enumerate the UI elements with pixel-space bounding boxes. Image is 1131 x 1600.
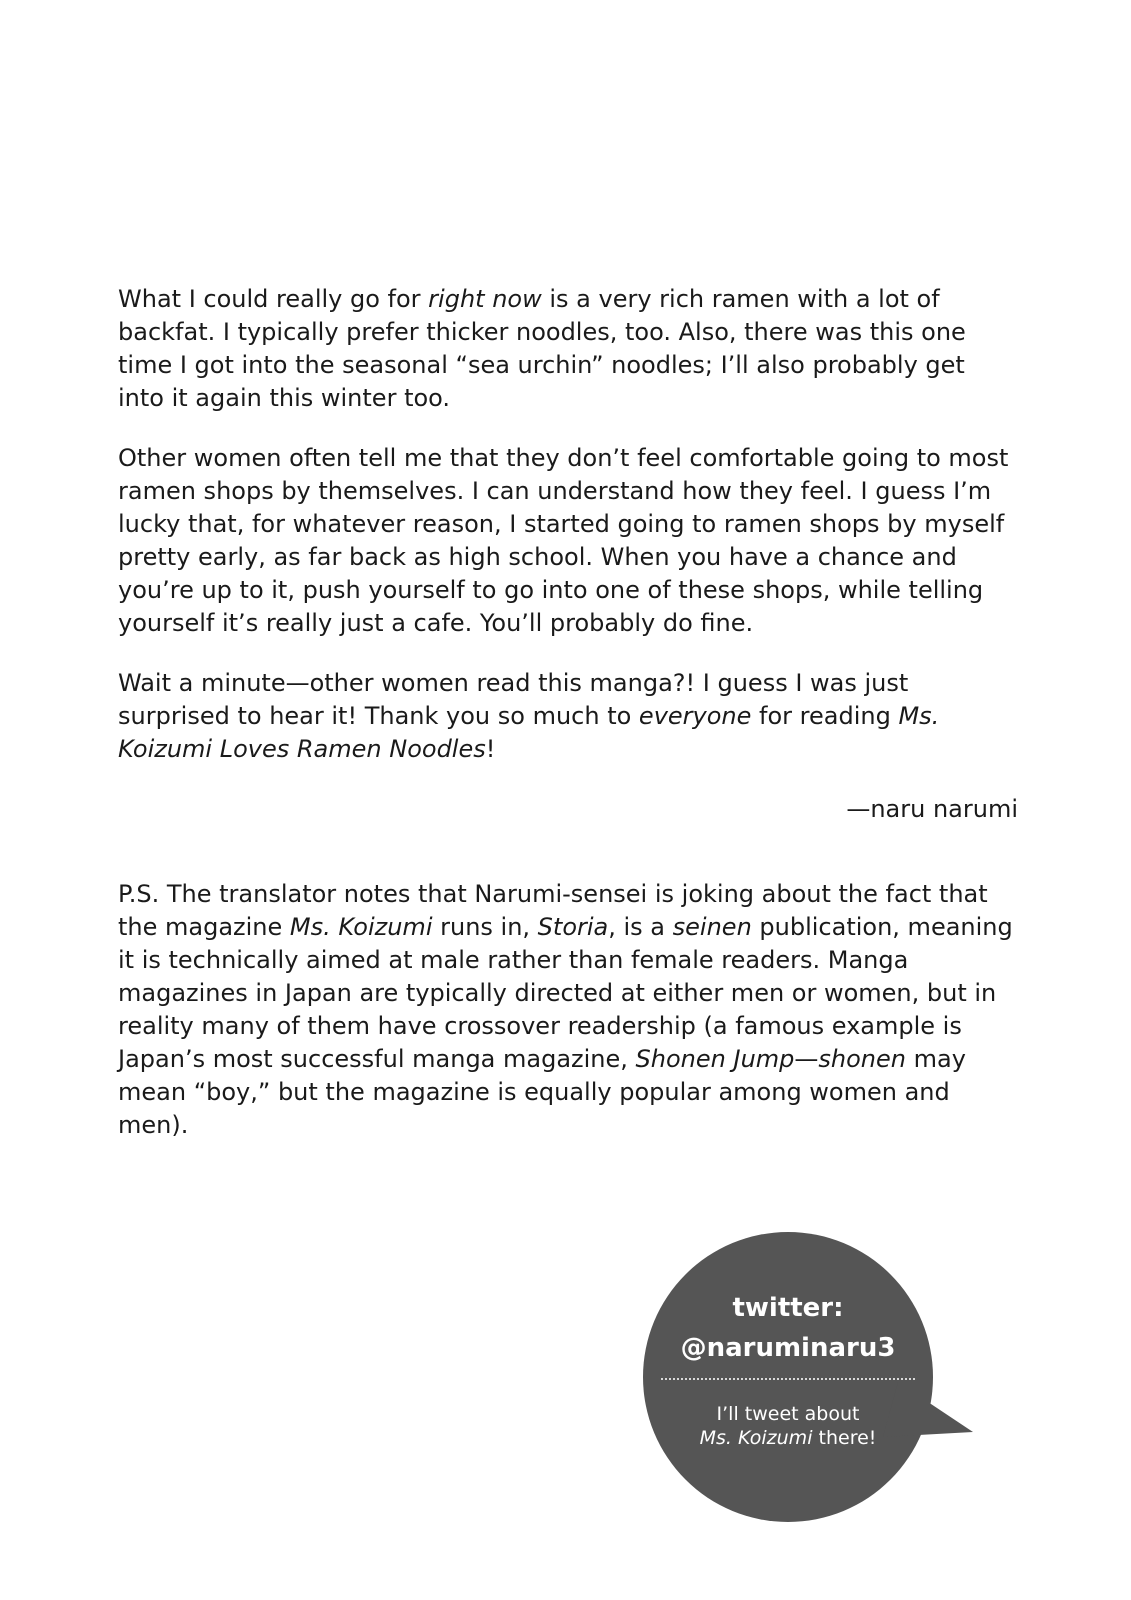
bubble-content [643, 1232, 933, 1522]
author-signature: —naru narumi [846, 795, 1018, 823]
text-run: for reading [751, 702, 899, 730]
twitter-label: twitter: [732, 1293, 844, 1323]
text-run: What I could really go for [118, 285, 429, 313]
paragraph-thanks [118, 667, 1018, 766]
text-run: , is a [608, 913, 673, 941]
text-run: is a very rich ramen with a lot of backfat. I typically prefer thicker noodles, too. Also, there was this one time I got into the seasonal “sea urchin” noodles; I’ll also probably get into it again this winter too. [118, 285, 966, 412]
tweet-note [643, 1402, 933, 1450]
text-run: there! [812, 1427, 877, 1449]
text-run: ! [485, 735, 496, 763]
tweet-note-line: I’ll tweet about [716, 1403, 860, 1425]
text-run: P.S. The translator notes that Narumi-sensei is joking about the fact that the magazine [118, 880, 988, 941]
text-run-italic: right now [428, 285, 542, 313]
text-run: — [794, 1045, 819, 1073]
magazine-title: Shonen Jump [635, 1045, 795, 1073]
tweet-note-line [643, 1426, 933, 1450]
text-run: publication, meaning it is technically aimed at male rather than female readers. Manga magazines in Japan are typically directed at either men or women, but in reality many of them have crossover readership (a famous example is Japan’s most successful manga magazine, [118, 913, 1013, 1073]
afterword-text [118, 283, 1018, 1142]
twitter-handle: @naruminaru3 [680, 1333, 896, 1363]
text-run: Wait a minute—other women read this manga?! I guess I was just surprised to hear it! Thank you so much to [118, 669, 909, 730]
manga-title: Ms. Koizumi [699, 1427, 813, 1449]
text-run: runs in, [432, 913, 538, 941]
paragraph-ramen-shops: Other women often tell me that they don’t feel comfortable going to most ramen shops by themselves. I can understand how they feel. I guess I’m lucky that, for whatever reason, I started going to ramen shops by myself pretty early, as far back as high school. When you have a chance and you’re up to it, push yourself to go into one of these shops, while telling yourself it’s really just a cafe. You’ll probably do fine. [118, 444, 1009, 637]
text-run-italic: everyone [638, 702, 752, 730]
paragraph-translator-note [118, 878, 1018, 1142]
twitter-speech-bubble [643, 1232, 933, 1522]
text-run: may mean “boy,” but the magazine is equally popular among women and men). [118, 1045, 966, 1139]
dotted-divider [661, 1378, 915, 1380]
text-run-italic: shonen [818, 1045, 906, 1073]
manga-title: Ms. Koizumi [289, 913, 433, 941]
text-run-italic: seinen [672, 913, 752, 941]
paragraph-ramen-preference [118, 283, 1018, 415]
manga-title: Ms. Koizumi Loves Ramen Noodles [118, 702, 940, 763]
magazine-title: Storia [537, 913, 609, 941]
